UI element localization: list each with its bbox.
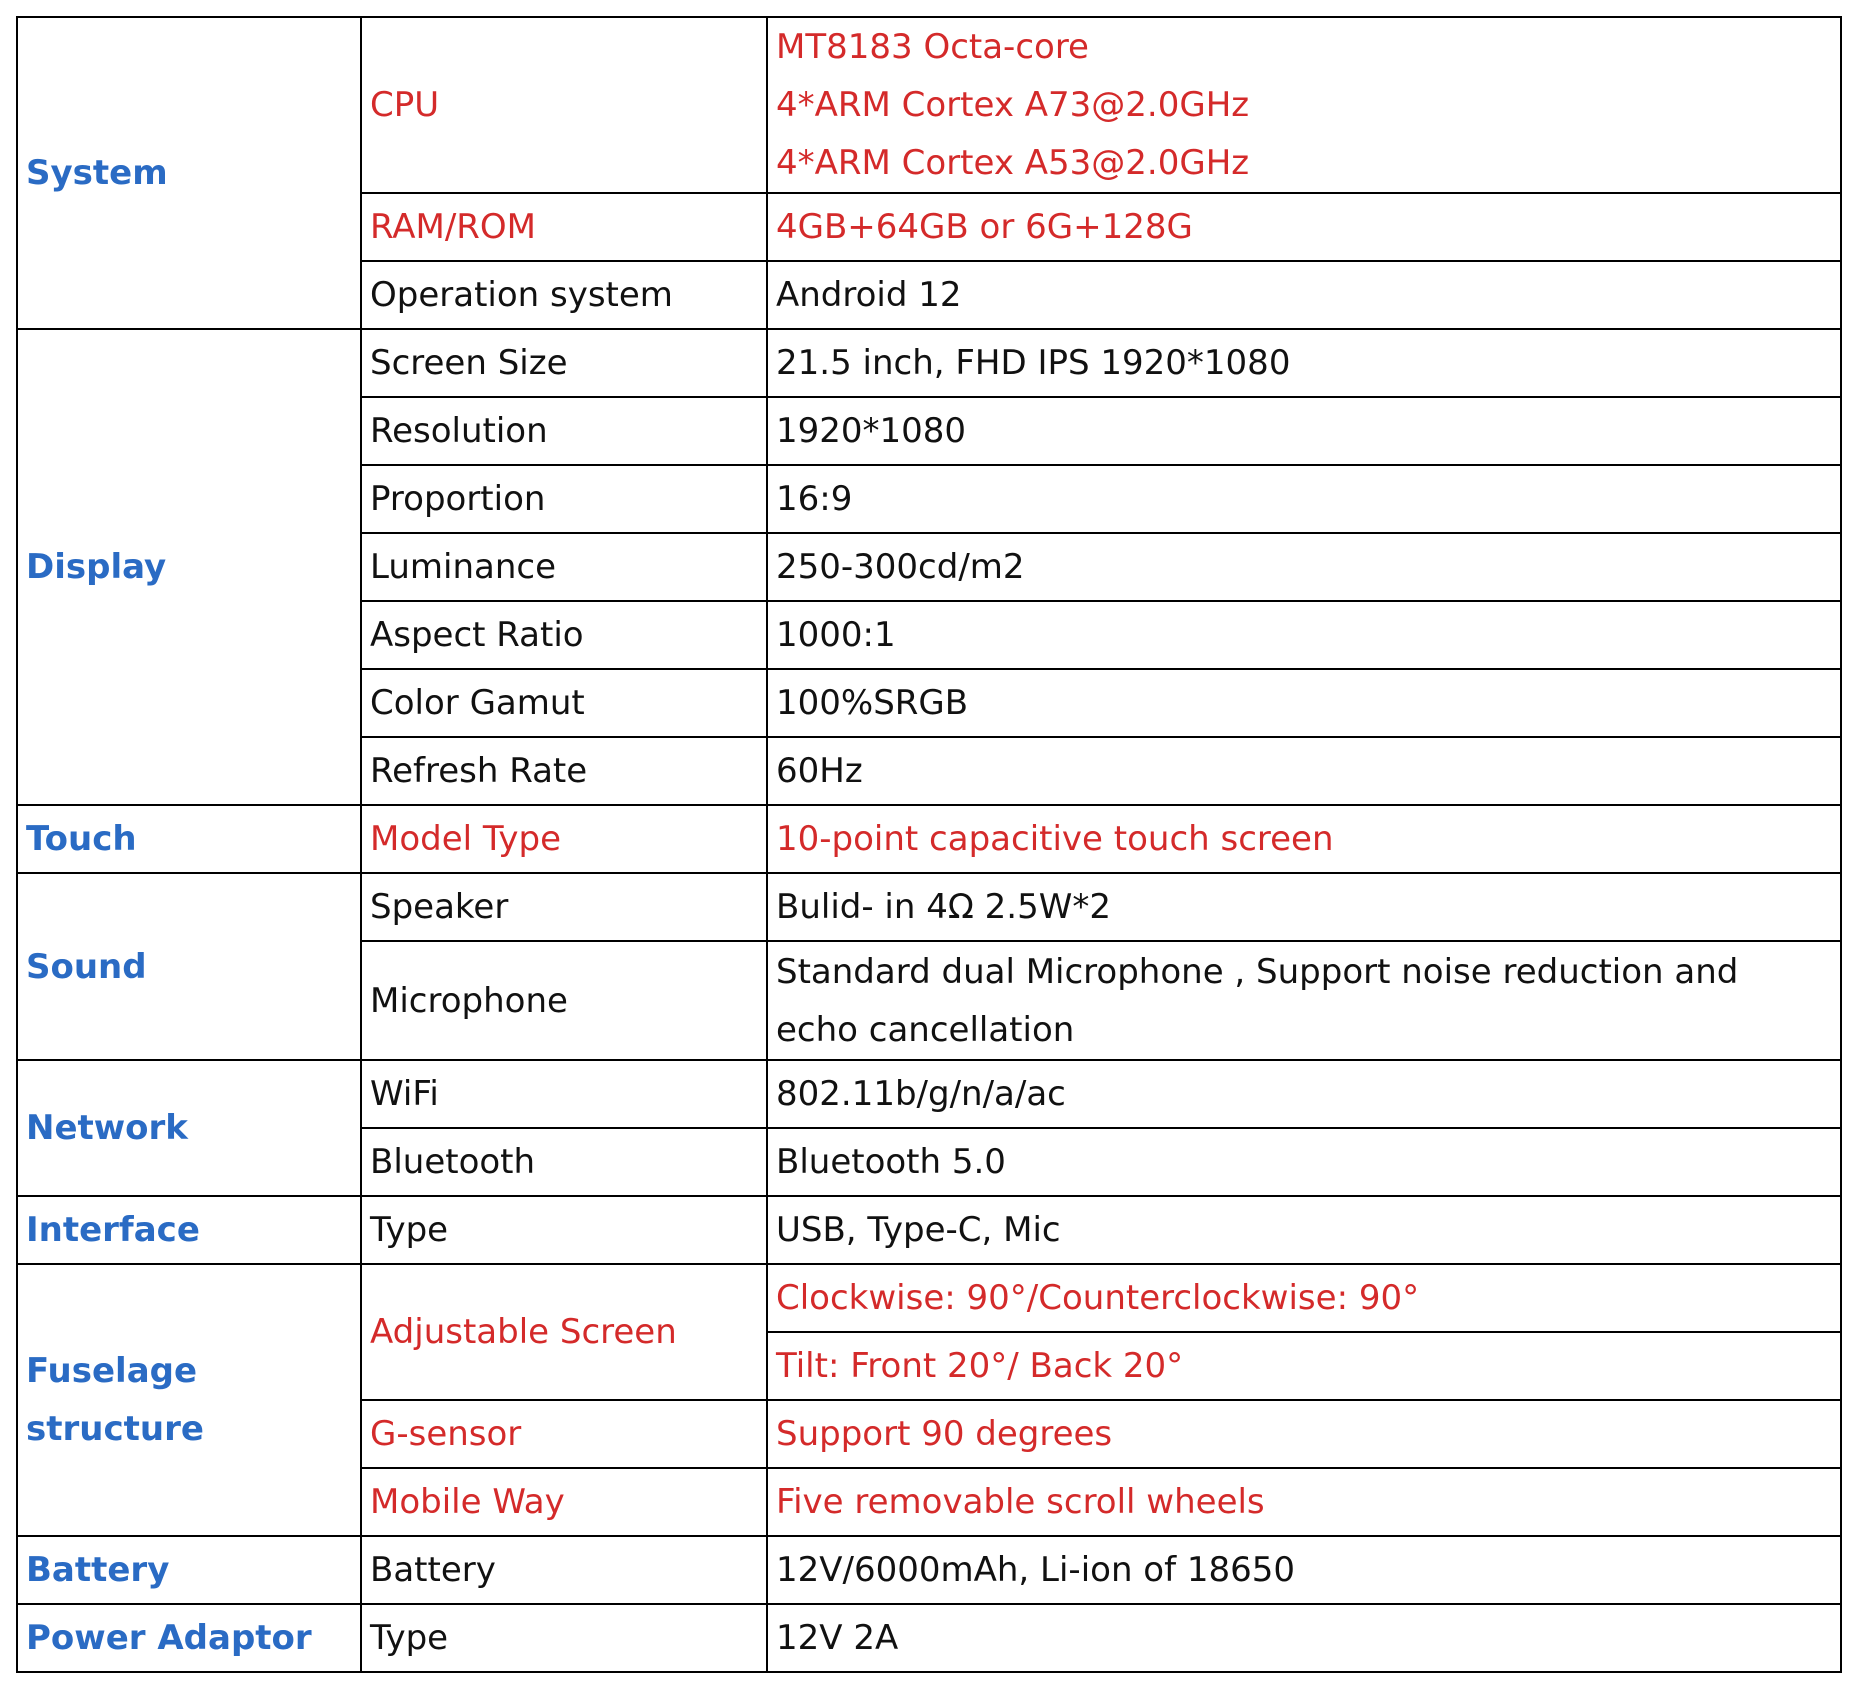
spec-value-wifi: 802.11b/g/n/a/ac [767, 1060, 1841, 1128]
spec-label-color-gamut: Color Gamut [361, 669, 767, 737]
spec-row-wifi [17, 1060, 1841, 1128]
spec-value-battery: 12V/6000mAh, Li-ion of 18650 [767, 1536, 1841, 1604]
spec-value-bluetooth: Bluetooth 5.0 [767, 1128, 1841, 1196]
spec-value-rotation: Clockwise: 90°/Counterclockwise: 90° [767, 1264, 1841, 1332]
spec-row-cpu [17, 17, 1841, 193]
spec-label-interface-type: Type [361, 1196, 767, 1264]
spec-table [16, 16, 1842, 1673]
spec-value-g-sensor: Support 90 degrees [767, 1400, 1841, 1468]
spec-label-luminance: Luminance [361, 533, 767, 601]
category-label-line: Fuselage [26, 1351, 198, 1391]
spec-value-line: MT8183 Octa-core [776, 27, 1089, 67]
category-network: Network [17, 1060, 361, 1196]
spec-label-model-type: Model Type [361, 805, 767, 873]
spec-value-resolution: 1920*1080 [767, 397, 1841, 465]
spec-value-os: Android 12 [767, 261, 1841, 329]
spec-table-wrapper [16, 16, 1842, 1673]
spec-value-line: echo cancellation [776, 1009, 1075, 1050]
spec-label-wifi: WiFi [361, 1060, 767, 1128]
spec-label-bluetooth: Bluetooth [361, 1128, 767, 1196]
spec-value-speaker: Bulid- in 4Ω 2.5W*2 [767, 873, 1841, 941]
spec-value-line: 4*ARM Cortex A73@2.0GHz [776, 85, 1250, 125]
category-sound: Sound [17, 873, 361, 1060]
spec-value-aspect-ratio: 1000:1 [767, 601, 1841, 669]
spec-label-microphone: Microphone [361, 941, 767, 1060]
spec-value-cpu [767, 17, 1841, 193]
spec-label-resolution: Resolution [361, 397, 767, 465]
spec-label-cpu: CPU [361, 17, 767, 193]
spec-value-refresh-rate: 60Hz [767, 737, 1841, 805]
spec-label-speaker: Speaker [361, 873, 767, 941]
spec-label-refresh-rate: Refresh Rate [361, 737, 767, 805]
category-fuselage-structure [17, 1264, 361, 1536]
spec-row-speaker [17, 873, 1841, 941]
spec-label-g-sensor: G-sensor [361, 1400, 767, 1468]
spec-value-screen-size: 21.5 inch, FHD IPS 1920*1080 [767, 329, 1841, 397]
spec-label-battery: Battery [361, 1536, 767, 1604]
spec-value-mobile-way: Five removable scroll wheels [767, 1468, 1841, 1536]
spec-label-mobile-way: Mobile Way [361, 1468, 767, 1536]
spec-label-power-type: Type [361, 1604, 767, 1672]
spec-value-luminance: 250-300cd/m2 [767, 533, 1841, 601]
spec-label-os: Operation system [361, 261, 767, 329]
spec-value-proportion: 16:9 [767, 465, 1841, 533]
category-system: System [17, 17, 361, 329]
category-display: Display [17, 329, 361, 805]
category-label-line: structure [26, 1409, 204, 1449]
spec-label-screen-size: Screen Size [361, 329, 767, 397]
spec-value-interface-type: USB, Type-C, Mic [767, 1196, 1841, 1264]
spec-value-ram: 4GB+64GB or 6G+128G [767, 193, 1841, 261]
spec-label-adjustable-screen: Adjustable Screen [361, 1264, 767, 1400]
category-power-adaptor: Power Adaptor [17, 1604, 361, 1672]
spec-value-tilt: Tilt: Front 20°/ Back 20° [767, 1332, 1841, 1400]
spec-label-ram: RAM/ROM [361, 193, 767, 261]
spec-row-adjustable-screen [17, 1264, 1841, 1332]
spec-value-color-gamut: 100%SRGB [767, 669, 1841, 737]
spec-value-microphone [767, 941, 1841, 1060]
spec-value-power-type: 12V 2A [767, 1604, 1841, 1672]
spec-row-screen-size [17, 329, 1841, 397]
spec-label-proportion: Proportion [361, 465, 767, 533]
spec-row-interface-type [17, 1196, 1841, 1264]
spec-value-line: Standard dual Microphone , Support noise reduction and [776, 951, 1739, 992]
category-touch: Touch [17, 805, 361, 873]
spec-row-power-type [17, 1604, 1841, 1672]
spec-row-model-type [17, 805, 1841, 873]
spec-value-line: 4*ARM Cortex A53@2.0GHz [776, 143, 1250, 183]
category-interface: Interface [17, 1196, 361, 1264]
category-battery: Battery [17, 1536, 361, 1604]
spec-label-aspect-ratio: Aspect Ratio [361, 601, 767, 669]
spec-value-model-type: 10-point capacitive touch screen [767, 805, 1841, 873]
spec-row-battery [17, 1536, 1841, 1604]
